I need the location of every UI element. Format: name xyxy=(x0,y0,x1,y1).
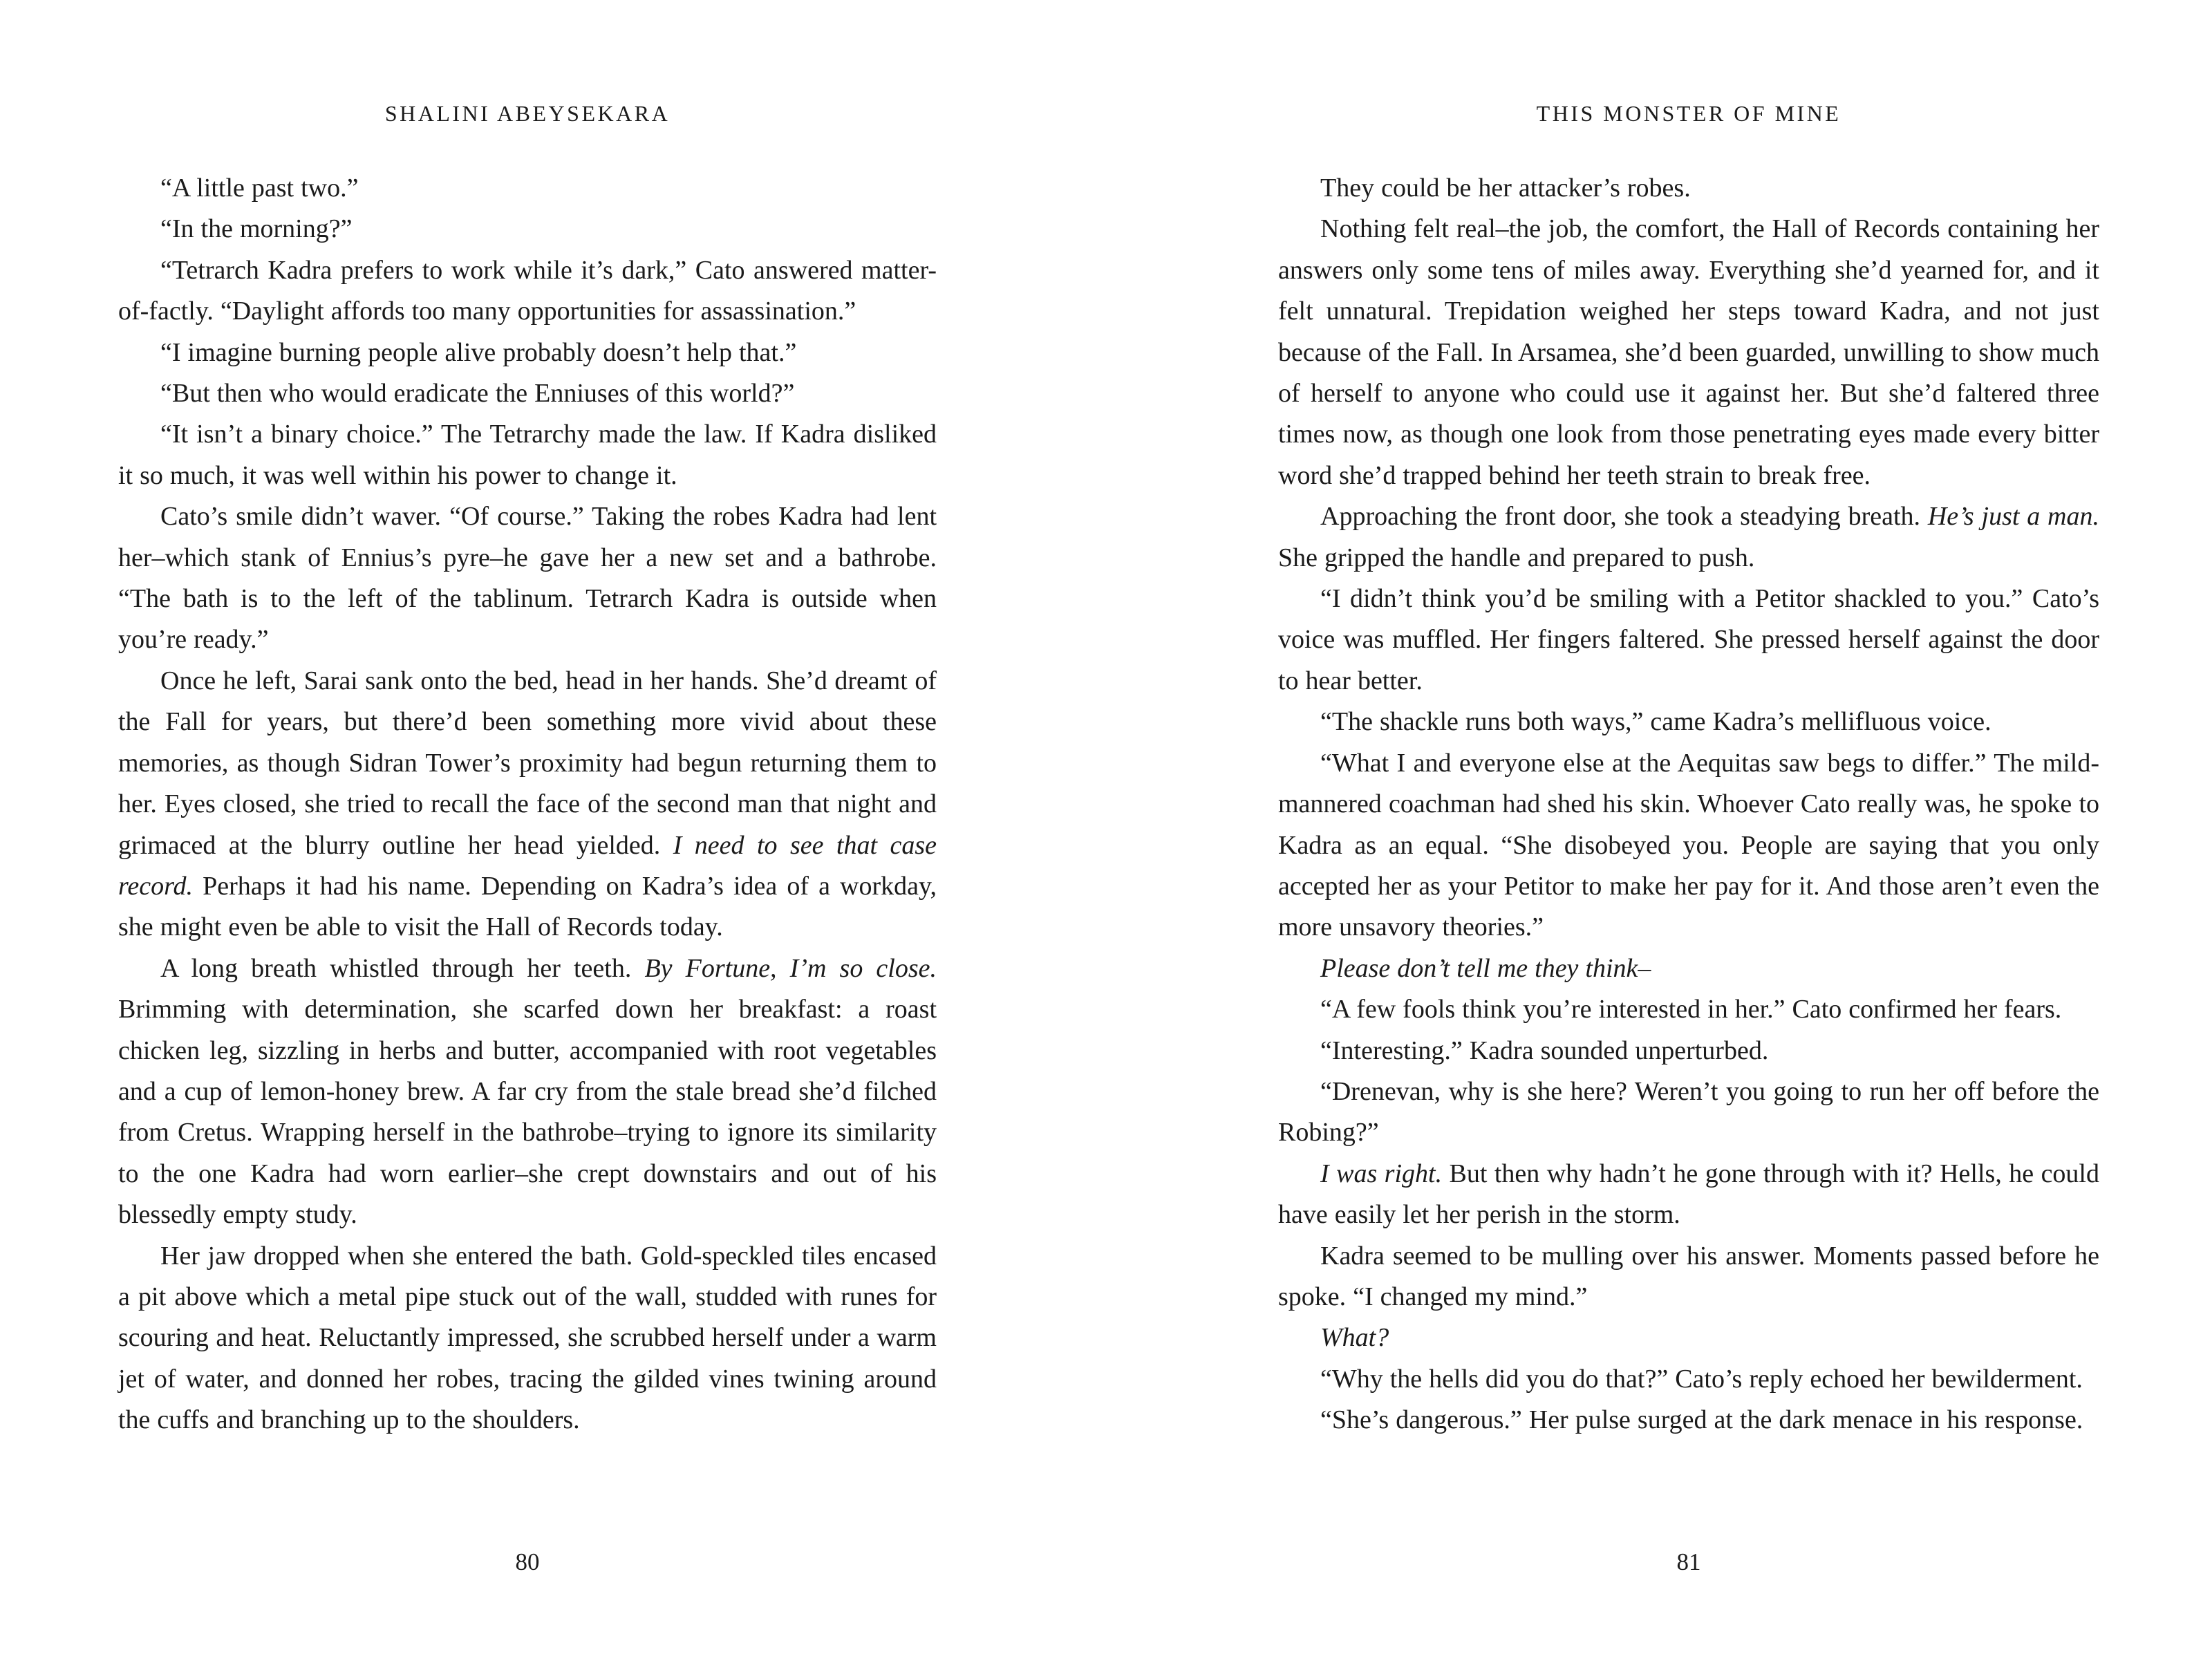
text-run: “Tetrarch Kadra prefers to work while it’s dark,” Cato answered matter-of-factly. “Daylight affords too many opportunities for assassination.” xyxy=(118,255,937,326)
text-run: “But then who would eradicate the Enniuses of this world?” xyxy=(160,379,795,409)
text-run: “In the morning?” xyxy=(160,214,353,244)
text-run: Perhaps it had his name. Depending on Kadra’s idea of a workday, she might even be able to visit the Hall of Records today. xyxy=(118,871,937,942)
paragraph xyxy=(118,661,937,948)
left-page xyxy=(118,0,937,1659)
italic-text-run: Please don’t tell me they think– xyxy=(1320,953,1651,983)
text-run: Nothing felt real–the job, the comfort, the Hall of Records containing her answers only some tens of miles away. Everything she’d yearned for, and it felt unnatural. Trepidation weighed her steps toward Kadra, and not just because of the Fall. In Arsamea, she’d been guarded, unwilling to show much of herself to anyone who could use it against her. But she’d faltered three times now, as though one look from those penetrating eyes made every bitter word she’d trapped behind her teeth strain to break free. xyxy=(1278,214,2099,490)
text-run: Brimming with determination, she scarfed down her breakfast: a roast chicken leg, sizzling in herbs and butter, accompanied with root vegetables and a cup of lemon-honey brew. A far cry from the stale bread she’d filched from Cretus. Wrapping herself in the bathrobe–trying to ignore its similarity to the one Kadra had worn earlier–she crept downstairs and out of his blessedly empty study. xyxy=(118,995,937,1230)
paragraph xyxy=(1278,1154,2099,1236)
paragraph xyxy=(1278,496,2099,579)
paragraph xyxy=(118,332,937,373)
italic-text-run: What? xyxy=(1320,1323,1389,1353)
paragraph xyxy=(1278,743,2099,948)
paragraph xyxy=(1278,989,2099,1030)
text-run: They could be her attacker’s robes. xyxy=(1320,174,1691,203)
page-number-left: 80 xyxy=(515,1548,540,1575)
italic-text-run: I was right. xyxy=(1320,1159,1443,1188)
text-run: “Why the hells did you do that?” Cato’s reply echoed her bewilderment. xyxy=(1320,1364,2083,1394)
running-header-title: THIS MONSTER OF MINE xyxy=(1536,101,1841,126)
running-header-author: SHALINI ABEYSEKARA xyxy=(384,101,671,126)
paragraph xyxy=(1278,1400,2099,1441)
text-run: “A little past two.” xyxy=(160,174,359,203)
paragraph xyxy=(118,496,937,661)
paragraph xyxy=(1278,702,2099,742)
text-run: “The shackle runs both ways,” came Kadra’s mellifluous voice. xyxy=(1320,707,1991,737)
text-run: “Drenevan, why is she here? Weren’t you going to run her off before the Robing?” xyxy=(1278,1076,2099,1147)
paragraph xyxy=(118,414,937,496)
text-run: Cato’s smile didn’t waver. “Of course.” Taking the robes Kadra had lent her–which stank of Ennius’s pyre–he gave her a new set and a bathrobe. “The bath is to the left of the tablinum. Tetrarch Kadra is outside when you’re ready.” xyxy=(118,502,937,655)
right-page xyxy=(1278,0,2099,1659)
text-run: But then why hadn’t he gone through with it? Hells, he could have easily let her perish in the storm. xyxy=(1278,1159,2099,1230)
text-run: A long breath whistled through her teeth. xyxy=(160,953,645,983)
text-run: “It isn’t a binary choice.” The Tetrarchy made the law. If Kadra disliked it so much, it was well within his power to change it. xyxy=(118,420,937,490)
paragraph xyxy=(1278,948,2099,989)
paragraph xyxy=(1278,1071,2099,1154)
text-run: “I imagine burning people alive probably doesn’t help that.” xyxy=(160,337,797,367)
paragraph xyxy=(118,1236,937,1441)
text-run: “She’s dangerous.” Her pulse surged at the dark menace in his response. xyxy=(1320,1405,2083,1435)
page-number-right: 81 xyxy=(1676,1548,1701,1575)
paragraph xyxy=(118,373,937,414)
paragraph xyxy=(1278,1236,2099,1318)
paragraph xyxy=(118,250,937,332)
text-run: She gripped the handle and prepared to push. xyxy=(1278,543,1755,572)
text-run: Kadra seemed to be mulling over his answer. Moments passed before he spoke. “I changed my mind.” xyxy=(1278,1241,2099,1311)
text-run: “I didn’t think you’d be smiling with a Petitor shackled to you.” Cato’s voice was muffled. Her fingers faltered. She pressed herself against the door to hear better. xyxy=(1278,584,2099,695)
text-run: Her jaw dropped when she entered the bath. Gold-speckled tiles encased a pit above which a metal pipe stuck out of the wall, studded with runes for scouring and heat. Reluctantly impressed, she scrubbed herself under a warm jet of water, and donned her robes, tracing the gilded vines twining around the cuffs and branching up to the shoulders. xyxy=(118,1241,937,1435)
right-page-body-text xyxy=(1278,168,2099,1441)
text-run: “What I and everyone else at the Aequitas saw begs to differ.” The mild-mannered coachman had shed his skin. Whoever Cato really was, he spoke to Kadra as an equal. “She disobeyed you. People are saying that you only accepted her as your Petitor to make her pay for it. And those aren’t even the more unsavory theories.” xyxy=(1278,748,2099,942)
paragraph xyxy=(1278,168,2099,209)
text-run: Approaching the front door, she took a steadying breath. xyxy=(1320,502,1928,532)
paragraph xyxy=(1278,1359,2099,1400)
text-run: “Interesting.” Kadra sounded unperturbed. xyxy=(1320,1035,1769,1065)
italic-text-run: He’s just a man. xyxy=(1927,502,2099,532)
paragraph xyxy=(1278,1318,2099,1358)
text-run: “A few fools think you’re interested in her.” Cato confirmed her fears. xyxy=(1320,995,2062,1024)
paragraph xyxy=(118,168,937,209)
paragraph xyxy=(1278,579,2099,702)
paragraph xyxy=(118,209,937,250)
italic-text-run: I need to see that case record. xyxy=(118,830,937,901)
paragraph xyxy=(1278,1031,2099,1071)
paragraph xyxy=(1278,209,2099,496)
text-run: Once he left, Sarai sank onto the bed, head in her hands. She’d dreamt of the Fall for years, but there’d been something more vivid about these memories, as though Sidran Tower’s proximity had begun returning them to her. Eyes closed, she tried to recall the face of the second man that night and grimaced at the blurry outline her head yielded. xyxy=(118,666,937,860)
italic-text-run: By Fortune, I’m so close. xyxy=(644,953,937,983)
left-page-body-text xyxy=(118,168,937,1441)
paragraph xyxy=(118,948,937,1236)
